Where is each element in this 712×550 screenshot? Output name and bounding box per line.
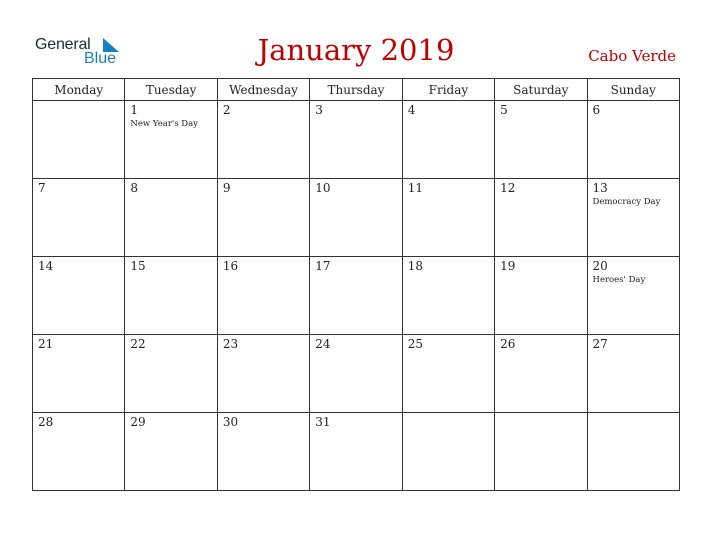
day-number: 25 (407, 337, 423, 351)
week-row (33, 179, 680, 257)
day-number: 11 (407, 181, 423, 195)
logo-text-blue: Blue (84, 50, 117, 67)
calendar-grid (32, 78, 680, 491)
day-cell (587, 413, 679, 491)
weekday-header: Monday (33, 79, 125, 101)
day-number: 10 (315, 181, 331, 195)
day-cell (33, 257, 125, 335)
day-cell (33, 413, 125, 491)
day-cell (125, 179, 217, 257)
day-number: 21 (38, 337, 54, 351)
day-cell (310, 413, 402, 491)
weekday-header: Friday (402, 79, 494, 101)
day-number: 5 (500, 103, 508, 117)
holiday-label: New Year's Day (130, 119, 198, 129)
day-cell (587, 101, 679, 179)
day-cell (310, 179, 402, 257)
day-number: 24 (315, 337, 331, 351)
week-row (33, 335, 680, 413)
day-cell (587, 335, 679, 413)
day-cell (125, 257, 217, 335)
day-cell (217, 101, 309, 179)
day-cell (587, 257, 679, 335)
day-cell (402, 179, 494, 257)
day-cell (125, 101, 217, 179)
day-cell (495, 179, 587, 257)
day-number: 3 (315, 103, 323, 117)
day-number: 17 (315, 259, 331, 273)
day-cell (402, 413, 494, 491)
day-cell (33, 335, 125, 413)
day-cell (310, 257, 402, 335)
day-cell (217, 335, 309, 413)
day-number: 8 (130, 181, 139, 195)
day-number: 16 (222, 259, 239, 273)
weekday-header: Tuesday (125, 79, 217, 101)
week-row (33, 101, 680, 179)
day-number: 20 (592, 259, 608, 273)
logo-text-general: General (35, 36, 91, 53)
day-cell (310, 335, 402, 413)
holiday-label: Heroes' Day (592, 275, 646, 285)
day-cell (217, 413, 309, 491)
day-cell (33, 101, 125, 179)
day-cell (402, 101, 494, 179)
day-cell (125, 335, 217, 413)
day-number: 27 (592, 337, 608, 351)
week-row (33, 413, 680, 491)
weekday-header: Saturday (495, 79, 587, 101)
day-number: 9 (222, 181, 231, 195)
day-number: 12 (500, 181, 516, 195)
day-number: 26 (500, 337, 516, 351)
day-cell (495, 335, 587, 413)
day-cell (402, 335, 494, 413)
day-cell (125, 413, 217, 491)
day-number: 18 (407, 259, 423, 273)
weekday-header-row (33, 79, 680, 101)
day-number: 19 (500, 259, 516, 273)
day-cell (495, 413, 587, 491)
day-number: 1 (130, 103, 139, 117)
day-cell (402, 257, 494, 335)
day-cell (495, 101, 587, 179)
day-cell (217, 257, 309, 335)
day-cell (587, 179, 679, 257)
week-row (33, 257, 680, 335)
day-number: 28 (38, 415, 54, 429)
day-number: 15 (130, 259, 146, 273)
day-number: 30 (222, 415, 239, 429)
weekday-header: Sunday (587, 79, 679, 101)
day-number: 2 (222, 103, 231, 117)
day-number: 4 (407, 103, 416, 117)
day-number: 7 (38, 181, 46, 195)
weekday-header: Wednesday (217, 79, 309, 101)
country-name: Cabo Verde (588, 47, 676, 65)
day-number: 23 (222, 337, 239, 351)
holiday-label: Democracy Day (592, 197, 661, 207)
day-cell (33, 179, 125, 257)
calendar-title: January 2019 (257, 33, 455, 67)
day-cell (495, 257, 587, 335)
day-cell (310, 101, 402, 179)
day-number: 13 (592, 181, 608, 195)
day-number: 14 (38, 259, 54, 273)
day-number: 6 (592, 103, 601, 117)
day-number: 22 (130, 337, 146, 351)
day-cell (217, 179, 309, 257)
day-number: 29 (130, 415, 146, 429)
weekday-header: Thursday (310, 79, 402, 101)
day-number: 31 (315, 415, 331, 429)
